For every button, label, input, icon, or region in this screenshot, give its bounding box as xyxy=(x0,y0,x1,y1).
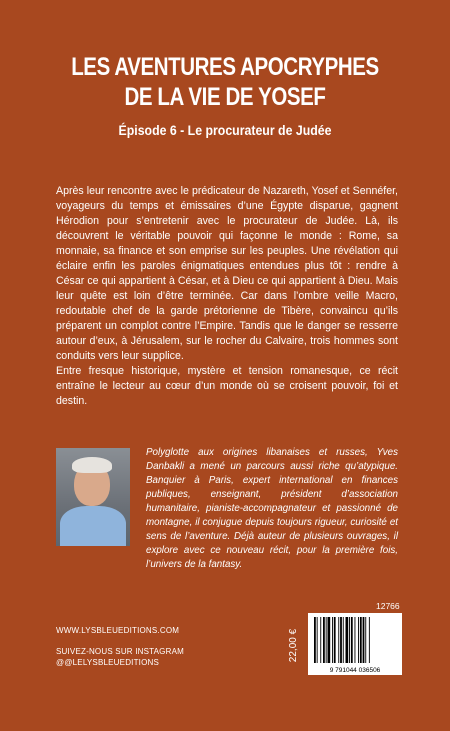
barcode-bar xyxy=(360,617,362,663)
price-label xyxy=(284,614,304,676)
barcode-bar xyxy=(326,617,327,663)
title-line-1: LES AVENTURES APOCRYPHES xyxy=(71,53,379,81)
author-bio xyxy=(146,446,398,572)
barcode-bar xyxy=(317,617,318,663)
episode-subtitle: Épisode 6 - Le procurateur de Judée xyxy=(118,122,332,138)
author-photo-hair xyxy=(72,457,112,473)
barcode-bar xyxy=(358,617,359,663)
instagram-handle[interactable]: @@LELYSBLEUEDITIONS xyxy=(56,658,160,667)
publisher-website[interactable]: WWW.LYSBLEUEDITIONS.COM xyxy=(56,626,180,635)
book-summary xyxy=(56,184,398,409)
book-title xyxy=(41,52,410,112)
barcode-bar xyxy=(346,617,349,663)
barcode-bar xyxy=(323,617,325,663)
author-photo xyxy=(56,448,130,546)
instagram-follow xyxy=(56,646,184,668)
barcode-bar xyxy=(363,617,365,663)
barcode-bar xyxy=(314,617,316,663)
barcode-graphic xyxy=(308,613,402,675)
isbn-barcode xyxy=(308,613,402,675)
price-text: 22,00 € xyxy=(288,628,300,662)
barcode-bar xyxy=(328,617,331,663)
barcode-bar xyxy=(365,617,366,663)
barcode-bar xyxy=(334,617,336,663)
author-photo-shirt xyxy=(60,506,126,546)
instagram-follow-label: SUIVEZ-NOUS SUR INSTAGRAM xyxy=(56,647,184,656)
barcode-bar xyxy=(320,617,321,663)
barcode-bar xyxy=(340,617,342,663)
barcode-bar xyxy=(351,617,353,663)
barcode-bar xyxy=(369,617,370,663)
barcode-bar xyxy=(332,617,333,663)
summary-paragraph-2: Entre fresque historique, mystère et tension romanesque, ce récit entraîne le lecteur au cœur d’un monde où se croisent pouvoir, foi et destin. xyxy=(56,365,398,407)
barcode-bar xyxy=(349,617,350,663)
reference-number: 12766 xyxy=(376,601,400,611)
barcode-bar xyxy=(338,617,339,663)
barcode-bar xyxy=(343,617,344,663)
barcode-bar xyxy=(355,617,356,663)
summary-paragraph-1: Après leur rencontre avec le prédicateur de Nazareth, Yosef et Sennéfer, voyageurs du temps et émissaires d’une Égypte disparue, gagnent Hérodion pour s’entretenir avec le procurateur de Judée. Là, ils découvrent le véritable pouvoir qui façonne le monde : Rome, sa monnaie, sa finance et son emprise sur les peuples. Une révélation qui éclaire enfin les paroles énigmatiques entendues plus tôt : rendre à César ce qui appartient à César, et à Dieu ce qui appartient à Dieu. Mais leur quête est loin d’être terminée. Car dans l’ombre veille Macro, redoutable chef de la garde prétorienne de Tibère, convaincu qu’ils préparent un complot contre l’Empire. Tandis que le danger se resserre autour d’eux, à Jérusalem, sur le rocher du Calvaire, trois hommes sont conduits vers leur supplice. xyxy=(56,185,398,362)
barcode-digits: 9 791044 036506 xyxy=(329,667,381,674)
author-bio-text: Polyglotte aux origines libanaises et russes, Yves Danbakli a mené un parcours aussi riche qu’atypique. Banquier à Paris, expert international en finances publiques, enseignant, président d’association humanitaire, pianiste-accompagnateur et passionné de montagne, il conjugue depuis toujours rigueur, curiosité et sens de l’aventure. Déjà auteur de plusieurs ouvrages, il explore avec ce nouveau récit, pour la première fois, l’univers de la fantasy. xyxy=(146,447,398,570)
title-line-2: DE LA VIE DE YOSEF xyxy=(124,83,326,111)
